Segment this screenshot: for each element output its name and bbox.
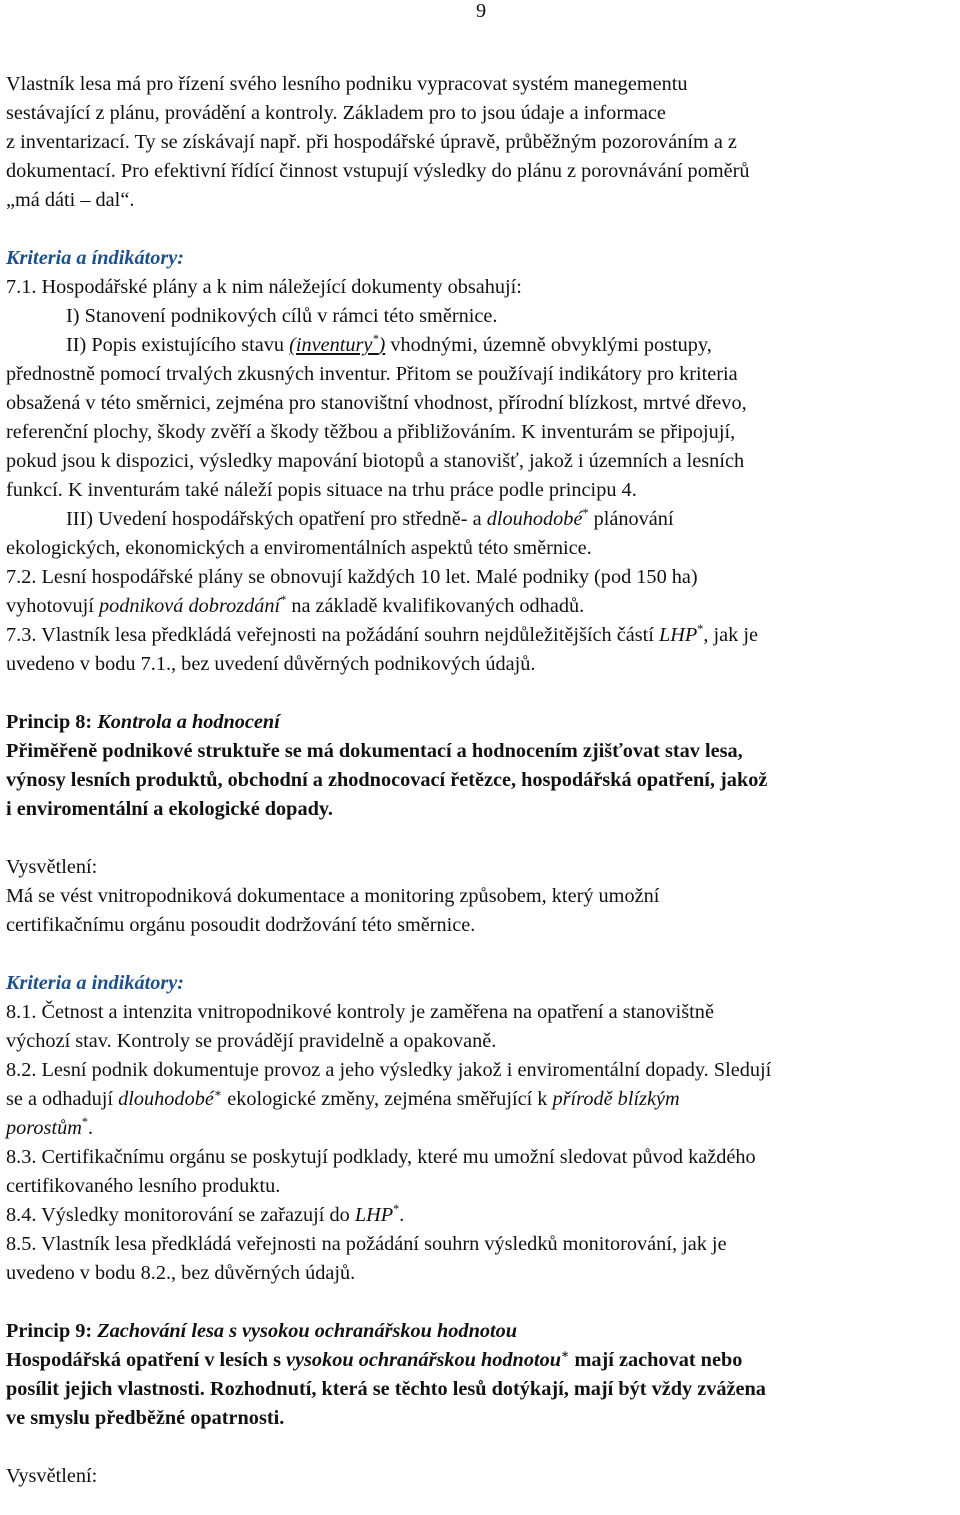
criterion-7-3 <box>6 621 960 650</box>
term-podnikova-dobrozdani: podniková dobrozdání <box>98 595 281 617</box>
criteria-heading-7: Kriteria a índikátory: <box>6 247 185 269</box>
text-line <box>6 1085 960 1114</box>
text-run: vyhotovují <box>6 595 99 617</box>
text-line <box>6 1114 960 1143</box>
text-line: ekologických, ekonomických a enviromentálních aspektů této směrnice. <box>6 537 592 559</box>
text-run: vhodnými, územně obvyklými postupy, <box>385 334 712 356</box>
explanation-heading: Vysvětlení: <box>6 856 98 878</box>
principle-title: Kontrola a hodnocení <box>97 711 280 733</box>
footnote-star: * <box>393 1202 400 1217</box>
criterion-8-2: 8.2. Lesní podnik dokumentuje provoz a jeho výsledky jakož i enviromentální dopady. Sledují <box>6 1059 772 1081</box>
text-line: uvedeno v bodu 7.1., bez uvedení důvěrných podnikových údajů. <box>6 653 536 675</box>
text-run: 8.4. Výsledky monitorování se zařazují do <box>6 1204 355 1226</box>
text-run: , jak je <box>703 624 758 646</box>
term-vysoka-ochranarska-hodnota: vysokou ochranářskou hodnotou <box>286 1349 562 1371</box>
text-run: ekologické změny, zejména směřující k <box>222 1088 553 1110</box>
criterion-8-5: 8.5. Vlastník lesa předkládá veřejnosti na požádání souhrn výsledků monitorování, jak je <box>6 1233 727 1255</box>
text-line: ve smyslu předběžné opatrnosti. <box>6 1407 285 1429</box>
criterion-7-1-ii <box>6 331 960 360</box>
text-line: funkcí. K inventurám také náleží popis situace na trhu práce podle principu 4. <box>6 479 637 501</box>
text-run: III) Uvedení hospodářských opatření pro středně- a <box>66 508 487 530</box>
criterion-7-2: 7.2. Lesní hospodářské plány se obnovují každých 10 let. Malé podniky (pod 150 ha) <box>6 566 698 588</box>
text-line <box>6 592 960 621</box>
term-dlouhodobe: dlouhodobé <box>486 508 583 530</box>
text-run: 7.3. Vlastník lesa předkládá veřejnosti na požádání souhrn nejdůležitějších částí <box>6 624 659 646</box>
criterion-8-1: 8.1. Četnost a intenzita vnitropodnikové kontroly je zaměřena na opatření a stanovištně <box>6 1001 714 1023</box>
text-run: na základě kvalifikovaných odhadů. <box>286 595 585 617</box>
footnote-star: * <box>280 593 287 608</box>
text-line: Přiměřeně podnikové struktuře se má dokumentací a hodnocením zjišťovat stav lesa, <box>6 740 743 762</box>
criteria-list-8 <box>6 998 960 1288</box>
text-run: mají zachovat nebo <box>569 1349 743 1371</box>
text-run: ) <box>378 334 386 356</box>
criteria-list-7 <box>6 273 960 679</box>
intro-paragraph <box>6 70 960 215</box>
text-run: (inventury <box>289 334 373 356</box>
principle-label: Princip 8: <box>6 711 98 733</box>
principle-9-heading <box>6 1317 960 1346</box>
text-line: i enviromentální a ekologické dopady. <box>6 798 333 820</box>
page-number: 9 <box>476 0 487 22</box>
text-line: „má dáti – dal“. <box>6 189 135 211</box>
criterion-8-3: 8.3. Certifikačnímu orgánu se poskytují podklady, které mu umožní sledovat původ každého <box>6 1146 756 1168</box>
text-run: plánování <box>588 508 674 530</box>
criteria-heading-8: Kriteria a indikátory: <box>6 972 185 994</box>
text-line: Vlastník lesa má pro řízení svého lesního podniku vypracovat systém manegementu <box>6 73 688 95</box>
text-line <box>6 1346 960 1375</box>
footnote-star: * <box>582 506 589 521</box>
text-line: výchozí stav. Kontroly se provádějí pravidelně a opakovaně. <box>6 1030 497 1052</box>
text-line: Má se vést vnitropodniková dokumentace a monitoring způsobem, který umožní <box>6 885 660 907</box>
document-body <box>6 70 960 1491</box>
text-line: z inventarizací. Ty se získávají např. při hospodářské úpravě, průběžným pozorováním a z <box>6 131 737 153</box>
term-lhp: LHP <box>354 1204 394 1226</box>
text-line: certifikačnímu orgánu posoudit dodržování této směrnice. <box>6 914 476 936</box>
principle-8-heading <box>6 708 960 737</box>
footnote-star: ∗ <box>213 1086 223 1101</box>
text-run: Hospodářská opatření v lesích s <box>6 1349 287 1371</box>
text-line: posílit jejich vlastnosti. Rozhodnutí, která se těchto lesů dotýkají, mají být vždy zvážena <box>6 1378 766 1400</box>
criterion-7-1: 7.1. Hospodářské plány a k nim náležející dokumenty obsahují: <box>6 276 522 298</box>
criterion-8-4 <box>6 1201 960 1230</box>
text-line: sestávající z plánu, provádění a kontroly. Základem pro to jsou údaje a informace <box>6 102 666 124</box>
text-line: výnosy lesních produktů, obchodní a zhodnocovací řetězce, hospodářská opatření, jakož <box>6 769 768 791</box>
criterion-7-1-i: I) Stanovení podnikových cílů v rámci této směrnice. <box>66 305 498 327</box>
principle-8-statement <box>6 737 960 824</box>
term-dlouhodobe: dlouhodobé <box>118 1088 214 1110</box>
term-lhp: LHP <box>658 624 698 646</box>
principle-title: Zachování lesa s vysokou ochranářskou hodnotou <box>97 1320 518 1342</box>
footnote-star: * <box>697 622 704 637</box>
text-run: se a odhadují <box>6 1088 119 1110</box>
inventory-term <box>289 334 385 356</box>
principle-label: Princip 9: <box>6 1320 98 1342</box>
criterion-7-1-iii <box>6 505 960 534</box>
text-run: II) Popis existujícího stavu <box>66 334 290 356</box>
text-line: přednostně pomocí trvalých zkusných inventur. Přitom se používají indikátory pro kriteria <box>6 363 738 385</box>
text-run: . <box>399 1204 405 1226</box>
text-line: dokumentací. Pro efektivní řídící činnost vstupují výsledky do plánu z porovnávání poměrů <box>6 160 750 182</box>
text-line: pokud jsou k dispozici, výsledky mapování biotopů a stanovišť, jakož i územních a lesních <box>6 450 745 472</box>
text-line: certifikovaného lesního produktu. <box>6 1175 281 1197</box>
footnote-star: ∗ <box>561 1347 570 1362</box>
term-porostum: porostům <box>6 1117 82 1139</box>
principle-9-statement <box>6 1346 960 1433</box>
text-run: . <box>87 1117 94 1139</box>
text-line: referenční plochy, škody zvěří a škody těžbou a přibližováním. K inventurám se připojují, <box>6 421 736 443</box>
footnote-star: * <box>81 1115 88 1130</box>
explanation-heading: Vysvětlení: <box>6 1465 98 1487</box>
text-line: uvedeno v bodu 8.2., bez důvěrných údajů. <box>6 1262 356 1284</box>
term-prirode-blizkym: přírodě blízkým <box>552 1088 680 1110</box>
footnote-star: * <box>372 332 379 347</box>
text-line: obsažená v této směrnici, zejména pro stanovištní vhodnost, přírodní blízkost, mrtvé dřevo, <box>6 392 747 414</box>
